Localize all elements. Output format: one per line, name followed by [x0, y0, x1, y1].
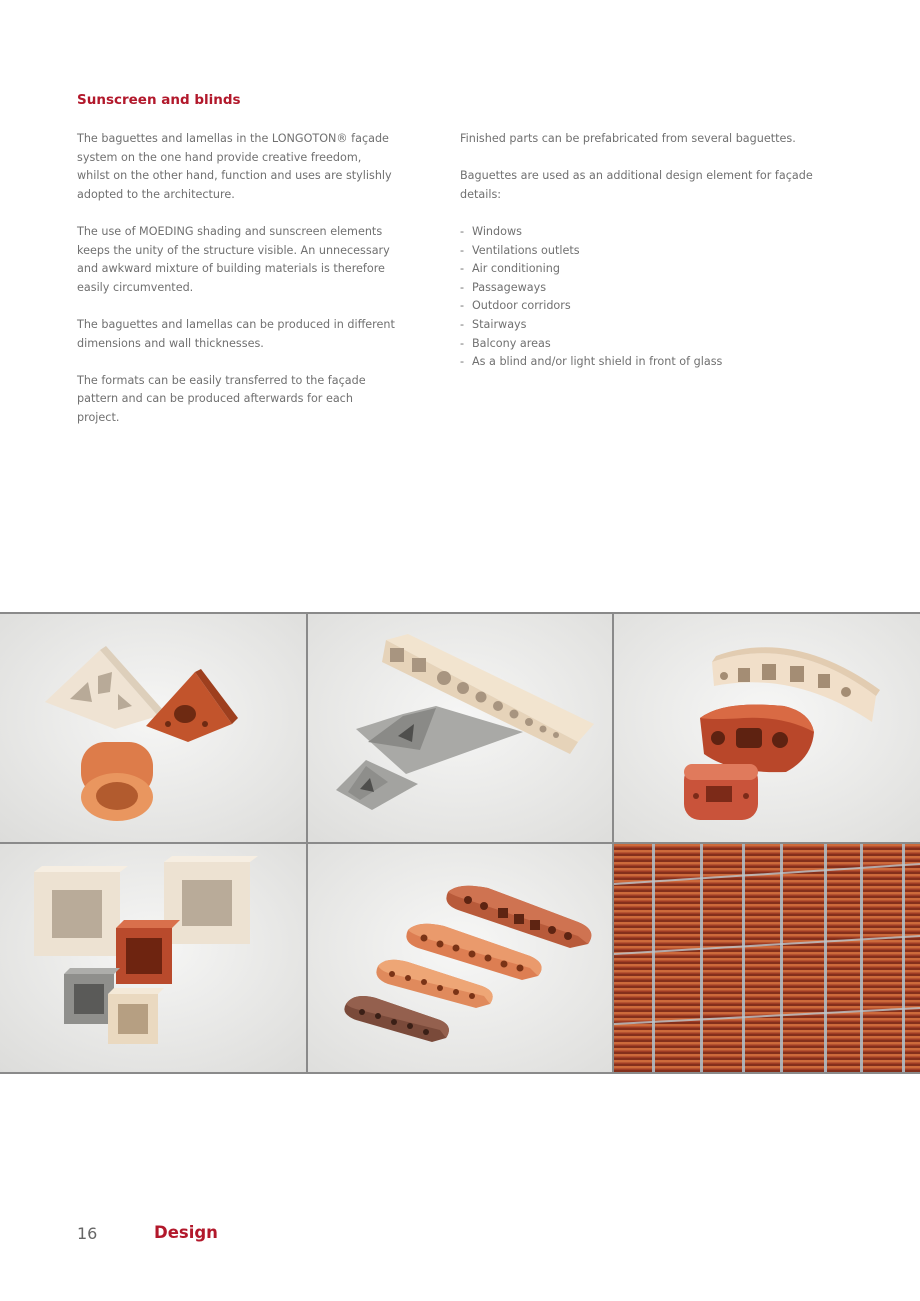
list-item — [460, 260, 820, 279]
paragraph: Finished parts can be prefabricated from several baguettes. — [460, 132, 796, 145]
list-item-label: Windows — [472, 224, 522, 238]
list-item — [460, 279, 820, 298]
product-photo-grid — [0, 612, 920, 1074]
paragraph: Baguettes are used as an additional design element for façade details: — [460, 169, 813, 201]
usage-list — [460, 223, 820, 372]
list-item-label: Stairways — [472, 317, 527, 331]
photo-triangular-profiles — [0, 614, 306, 842]
left-text-column — [77, 130, 397, 446]
paragraph: The use of MOEDING shading and sunscreen elements keeps the unity of the structure visible. An unnecessary and awkward mixture of building materials is therefore easily circumvented. — [77, 224, 390, 294]
list-item-label: As a blind and/or light shield in front of glass — [472, 355, 723, 369]
footer-section-title: Design — [154, 1223, 218, 1242]
list-item — [460, 223, 820, 242]
photo-curved-baguette — [614, 614, 920, 842]
paragraph: The formats can be easily transferred to the façade pattern and can be produced afterwards for each project. — [77, 373, 366, 424]
list-item-label: Balcony areas — [472, 336, 551, 350]
list-item-label: Air conditioning — [472, 262, 560, 276]
list-item-label: Outdoor corridors — [472, 299, 571, 313]
list-bullet: - — [460, 243, 465, 257]
list-item — [460, 353, 820, 372]
list-item — [460, 335, 820, 354]
photo-baguette-and-wedges — [308, 614, 612, 842]
list-bullet: - — [460, 262, 465, 276]
list-bullet: - — [460, 299, 465, 313]
list-bullet: - — [460, 280, 465, 294]
list-item-label: Ventilations outlets — [472, 243, 580, 257]
right-text-column — [460, 130, 820, 372]
photo-lamella-set — [308, 844, 612, 1072]
list-bullet: - — [460, 336, 465, 350]
list-item — [460, 297, 820, 316]
list-item — [460, 316, 820, 335]
list-item-label: Passageways — [472, 280, 547, 294]
page-number: 16 — [77, 1224, 98, 1243]
list-bullet: - — [460, 317, 465, 331]
section-heading: Sunscreen and blinds — [77, 92, 241, 108]
photo-facade-lamellas — [614, 844, 920, 1072]
list-bullet: - — [460, 224, 465, 238]
paragraph: The baguettes and lamellas can be produced in different dimensions and wall thicknesses. — [77, 317, 395, 350]
list-bullet: - — [460, 355, 465, 369]
paragraph: The baguettes and lamellas in the LONGOTON® façade system on the one hand provide creative freedom, whilst on the other hand, function and uses are stylishly adopted to the architecture. — [77, 132, 392, 201]
photo-square-frames — [0, 844, 306, 1072]
list-item — [460, 242, 820, 261]
